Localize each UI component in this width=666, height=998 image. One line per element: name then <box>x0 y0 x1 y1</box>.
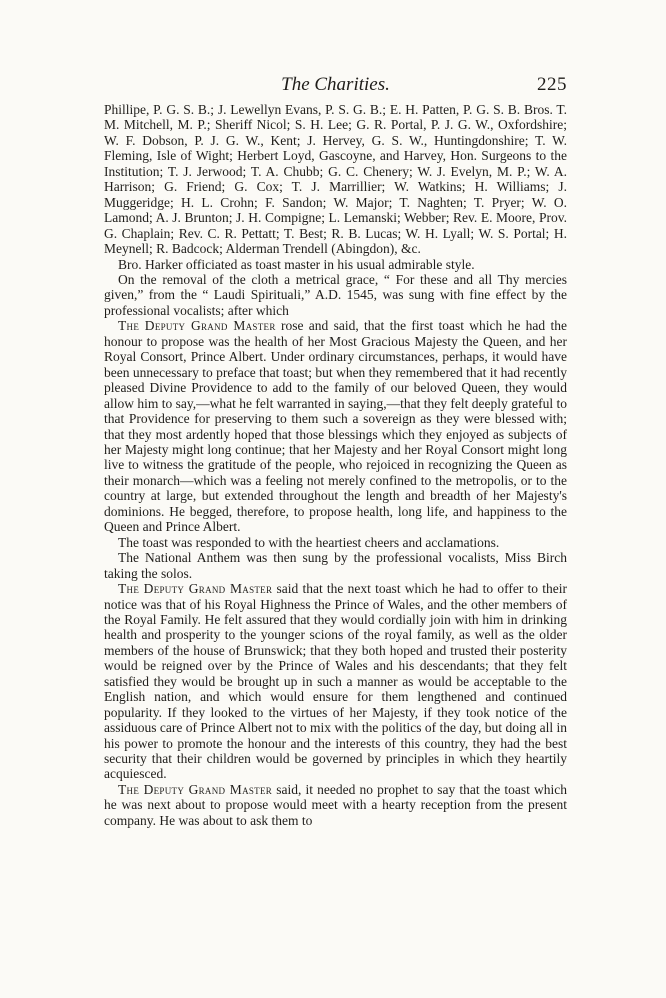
paragraph-text: rose and said, that the first toast which he had the honour to propose was the health of her Most Gracious Majesty the Queen, and her Royal Consort, Prince Albert. Under ordinary circumstances, perhaps, it would have been unnecessary to preface that toast; but when they remembered that it had recently pleased Divine Providence to add to the family of our beloved Queen, they would allow him to say,—what he felt warranted in saying,—that they felt deeply grateful to that Providence for preserving to them such a sovereign as they were blessed with; that they most ardently hoped that those blessings which they enjoyed as subjects of her Majesty might long continue; that her Majesty and her Royal Consort might long live to witness the gratitude of the people, who rejoiced in recognizing the Queen as their monarch—which was a feeling not merely confined to the metropolis, or to the country at large, but extended throughout the length and breadth of her Majesty's dominions. He begged, therefore, to propose health, long life, and happiness to the Queen and Prince Albert. <box>104 318 567 535</box>
paragraph-text: The toast was responded to with the heartiest cheers and acclamations. <box>118 534 500 550</box>
paragraph <box>104 581 567 782</box>
paragraph <box>104 550 567 581</box>
paragraph-text: Phillipe, P. G. S. B.; J. Lewellyn Evans, P. S. G. B.; E. H. Patten, P. G. S. B. Bros. T. M. Mitchell, M. P.; Sheriff Nicol; S. H. Lee; G. R. Portal, P. J. G. W., Oxfordshire; W. F. Dobson, P. J. G. W., Kent; J. Hervey, G. S. W., Huntingdonshire; T. W. Fleming, Isle of Wight; Herbert Loyd, Gascoyne, and Harvey, Hon. Surgeons to the Institution; T. J. Jerwood; T. A. Chubb; G. C. Chenery; W. J. Evelyn, M. P.; W. A. Harrison; G. Friend; G. Cox; T. J. Marrillier; W. Watkins; H. Williams; J. Muggeridge; H. L. Crohn; F. Sandon; W. Major; T. Naghten; T. Pryer; W. O. Lamond; A. J. Brunton; J. H. Compigne; L. Lemanski; Webber; Rev. E. Moore, Prov. G. Chaplain; Rev. C. R. Pettatt; T. Best; R. B. Lucas; W. H. Lyall; W. S. Portal; H. Meynell; R. Badcock; Alderman Trendell (Abingdon), &c. <box>104 102 567 257</box>
paragraph <box>104 318 567 534</box>
paragraph-text: said, it needed no prophet to say that the toast which he was next about to propose would meet with a hearty reception from the present company. He was about to ask them to <box>104 781 568 828</box>
paragraph <box>104 102 567 257</box>
speaker-smallcaps: The Deputy Grand Master <box>118 318 276 334</box>
paragraph <box>104 272 567 318</box>
paragraph-text: Bro. Harker officiated as toast master in his usual admirable style. <box>118 256 475 272</box>
speaker-smallcaps: The Deputy Grand Master <box>118 581 273 597</box>
running-head <box>104 74 567 98</box>
paragraph-text: On the removal of the cloth a metrical grace, “ For these and all Thy mercies given,” from the “ Laudi Spirituali,” A.D. 1545, was sung with fine effect by the professional vocalists; after which <box>104 271 567 318</box>
paragraph <box>104 257 567 272</box>
paragraph-text: said that the next toast which he had to offer to their notice was that of his Royal Highness the Prince of Wales, and the other members of the Royal Family. He felt assured that they would cordially join with him in drinking health and prosperity to the younger scions of the royal family, as well as the older members of the house of Brunswick; that they both hoped and trusted their posterity would be reigned over by the Prince of Wales and his descendants; that they felt satisfied they would be brought up in such a manner as would be acceptable to the English nation, and which would ensure for them lengthened and continued popularity. If they looked to the virtues of her Majesty, if they took notice of the assiduous care of Prince Albert not to mix with the politics of the day, but doing all in his power to promote the honour and the interests of this country, they had the best security that their children would be governed by principles in which they heartily acquiesced. <box>104 581 567 782</box>
paragraph <box>104 535 567 550</box>
body-text <box>104 102 567 828</box>
paragraph <box>104 782 567 828</box>
page-number: 225 <box>537 74 567 95</box>
paragraph-text: The National Anthem was then sung by the professional vocalists, Miss Birch taking the solos. <box>104 550 567 581</box>
running-title: The Charities. <box>281 74 390 95</box>
speaker-smallcaps: The Deputy Grand Master <box>118 781 273 797</box>
